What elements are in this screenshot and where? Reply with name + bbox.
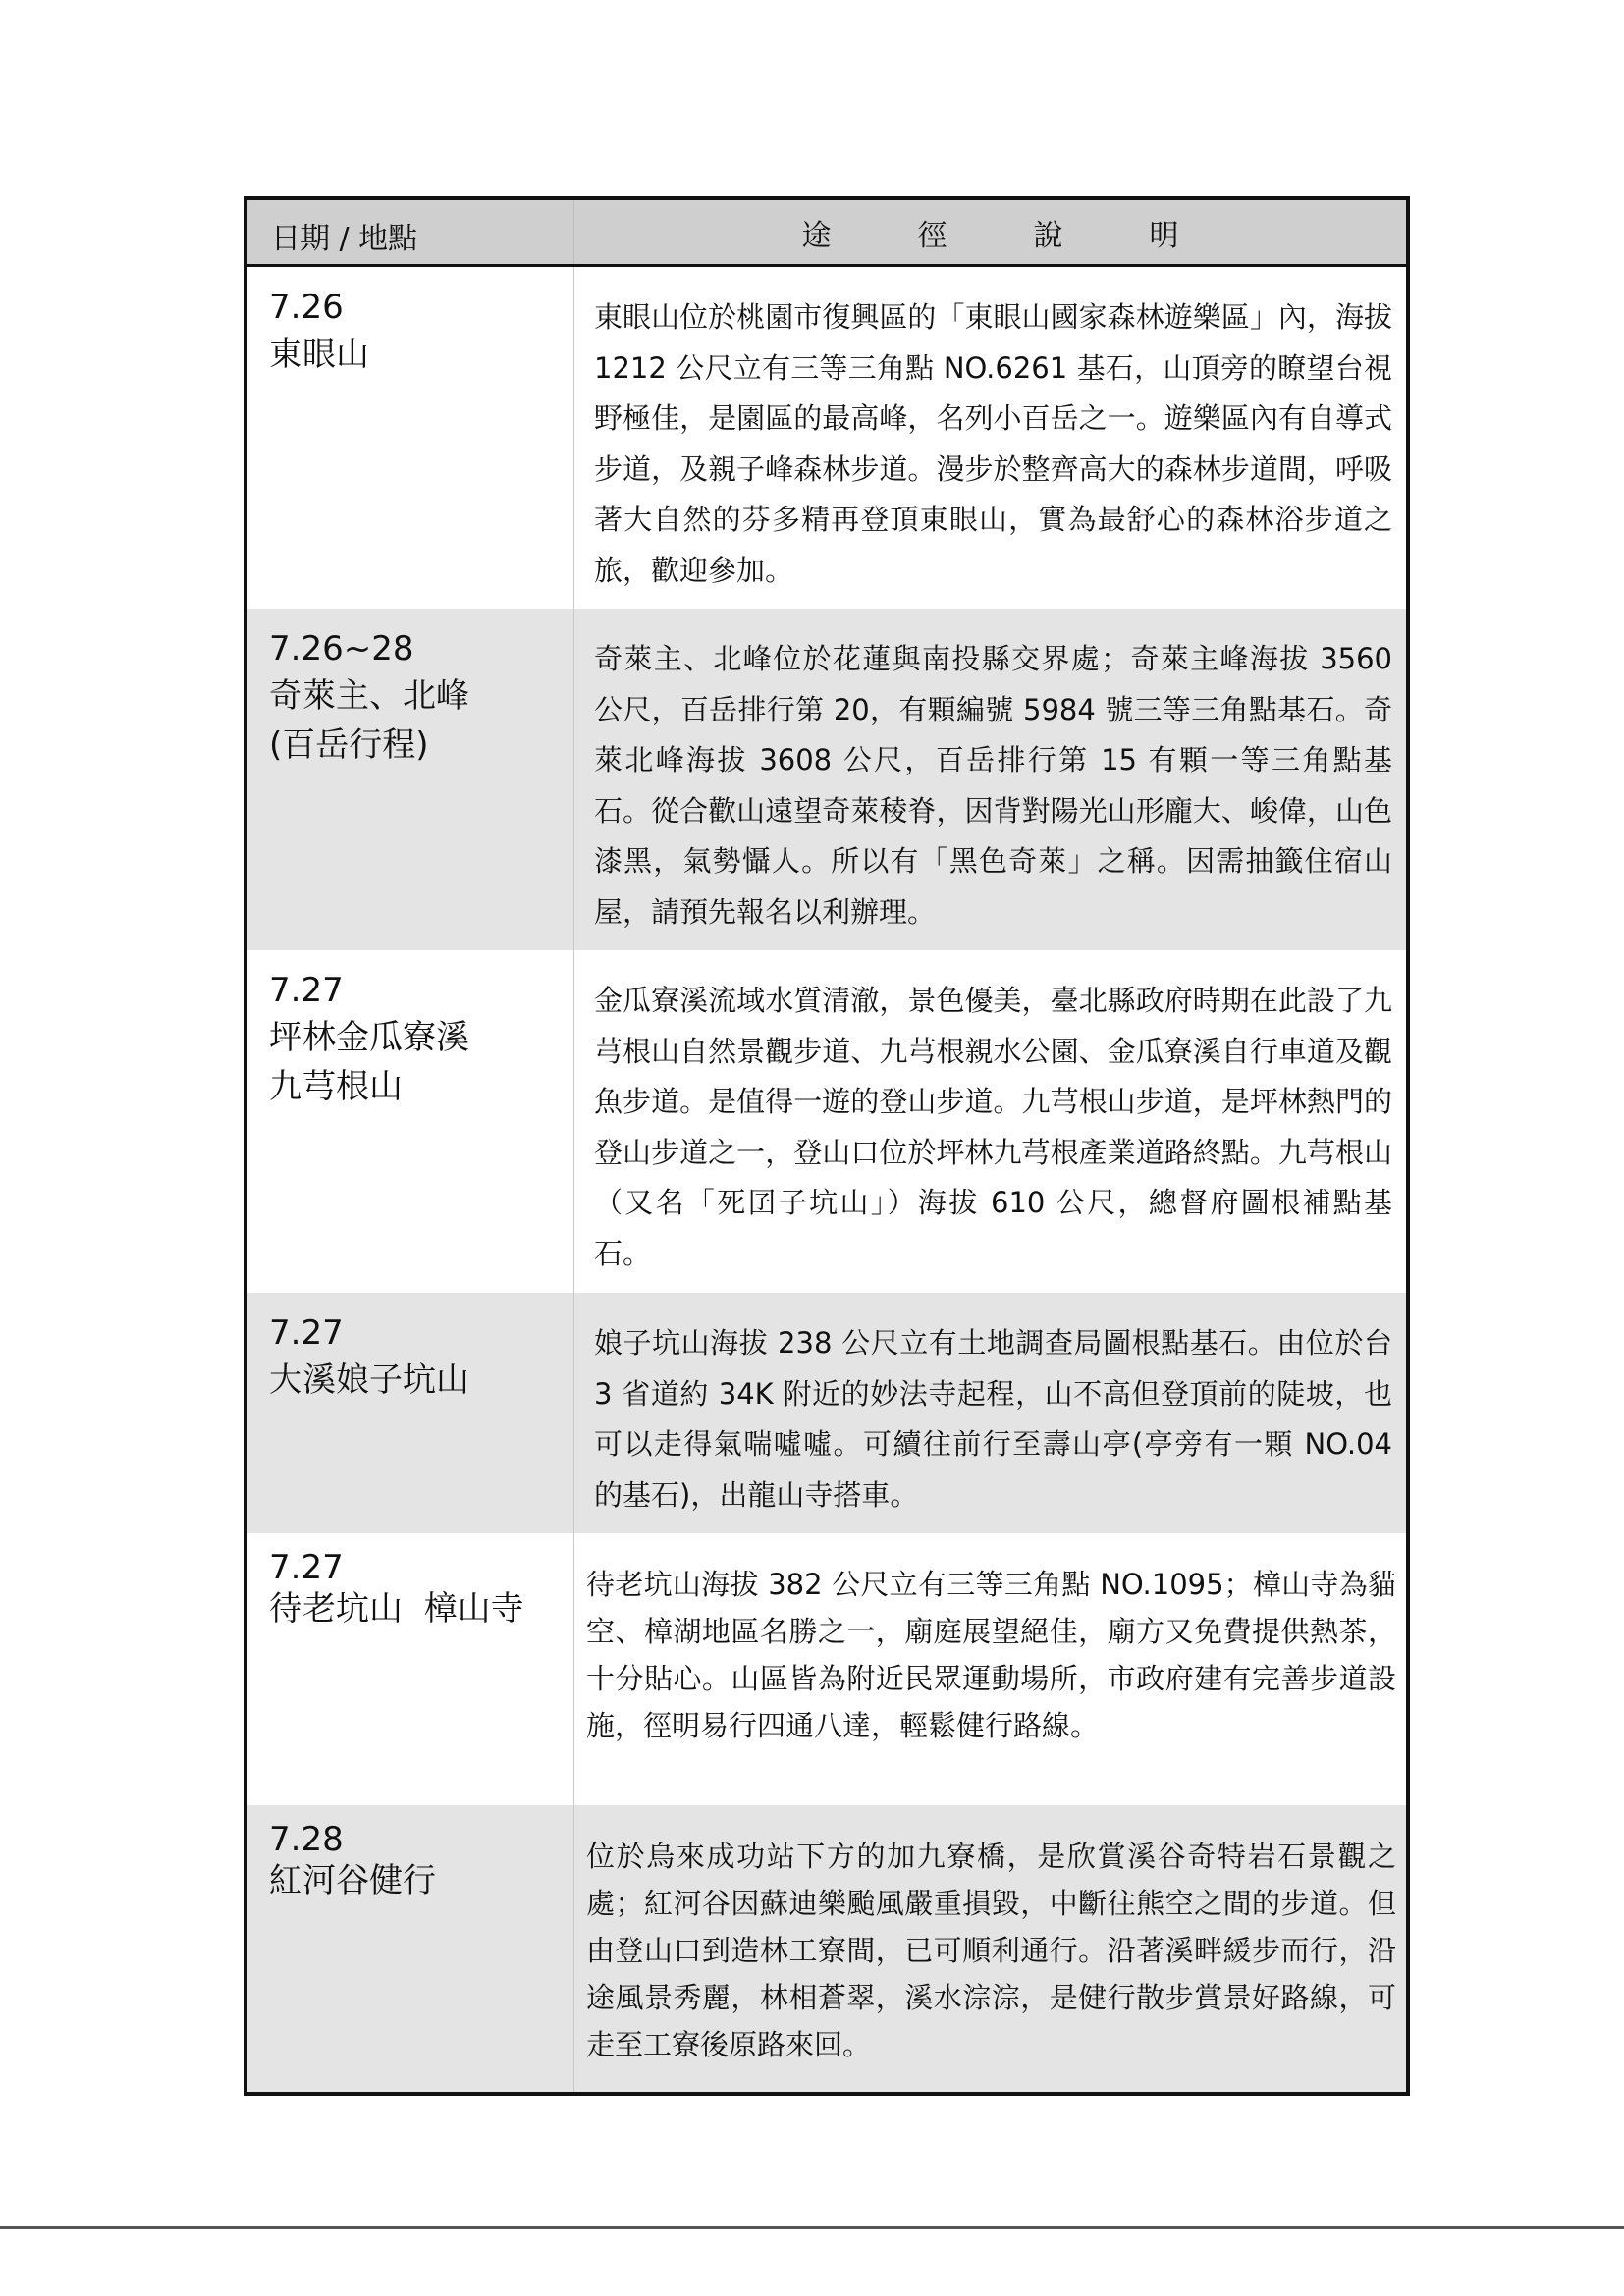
route-description: 位於烏來成功站下方的加九寮橋，是欣賞溪谷奇特岩石景觀之處；紅河谷因蘇迪樂颱風嚴重損毀，中斷往熊空之間的步道。但由登山口到造林工寮間，已可順利通行。沿著溪畔緩步而行，沿途風景秀麗，林相蒼翠，溪水淙淙，是健行散步賞景好路線，可走至工寮後原路來回。 (574, 1805, 1406, 2092)
row-place: 大溪娘子坑山 (269, 1361, 469, 1400)
header-char: 途 (801, 218, 832, 253)
row-place: 坪林金瓜寮溪 (269, 1018, 469, 1057)
route-description: 奇萊主、北峰位於花蓮與南投縣交界處；奇萊主峰海拔 3560 公尺，百岳排行第 20，有顆編號 5984 號三等三角點基石。奇萊北峰海拔 3608 公尺，百岳排行第 15 有顆一等三角點基石。從合歡山遠望奇萊稜脊，因背對陽光山形龐大、峻偉，山色漆黑，氣勢懾人。所以有「黑色奇萊」之稱。因需抽籤住宿山屋，請預先報名以利辦理。 (574, 609, 1406, 950)
header-char: 明 (1149, 218, 1179, 253)
table-header (247, 200, 1406, 267)
table-row (247, 950, 1406, 1293)
date-location-cell (247, 1293, 574, 1533)
row-place-note: (百岳行程) (269, 725, 429, 765)
footer-rule (0, 2226, 1624, 2229)
date-location-cell (247, 1533, 574, 1805)
header-date-location: 日期 / 地點 (247, 200, 574, 264)
route-description: 娘子坑山海拔 238 公尺立有土地調查局圖根點基石。由位於台 3 省道約 34K 附近的妙法寺起程，山不高但登頂前的陡坡，也可以走得氣喘噓噓。可續往前行至壽山亭(亭旁有一顆 NO.04 的基石)，出龍山寺搭車。 (574, 1293, 1406, 1533)
row-place: 東眼山 (269, 335, 369, 374)
row-place: 紅河谷健行 (269, 1861, 436, 1900)
header-char: 說 (1033, 218, 1063, 253)
date-location-cell (247, 1805, 574, 2092)
row-date: 7.27 (269, 971, 344, 1010)
date-location-cell (247, 950, 574, 1293)
header-char: 徑 (917, 218, 947, 253)
row-date: 7.27 (269, 1313, 344, 1353)
row-date: 7.26 (269, 288, 344, 327)
row-date: 7.28 (269, 1820, 344, 1859)
row-place: 待老坑山 樟山寺 (269, 1589, 524, 1629)
date-location-cell (247, 609, 574, 950)
route-description: 待老坑山海拔 382 公尺立有三等三角點 NO.1095；樟山寺為貓空、樟湖地區名勝之一，廟庭展望絕佳，廟方又免費提供熱茶，十分貼心。山區皆為附近民眾運動場所，市政府建有完善步道設施，徑明易行四通八達，輕鬆健行路線。 (574, 1533, 1406, 1805)
table-row (247, 609, 1406, 950)
table-row (247, 1805, 1406, 2092)
row-date: 7.26~28 (269, 629, 414, 668)
table-row (247, 1533, 1406, 1805)
date-location-cell (247, 267, 574, 609)
table-row (247, 267, 1406, 609)
row-date: 7.27 (269, 1548, 344, 1587)
route-description: 金瓜寮溪流域水質清澈，景色優美，臺北縣政府時期在此設了九芎根山自然景觀步道、九芎根親水公園、金瓜寮溪自行車道及觀魚步道。是值得一遊的登山步道。九芎根山步道，是坪林熱門的登山步道之一，登山口位於坪林九芎根產業道路終點。九芎根山（又名「死囝子坑山」）海拔 610 公尺，總督府圖根補點基石。 (574, 950, 1406, 1293)
row-place: 奇萊主、北峰 (269, 676, 469, 716)
table-row (247, 1293, 1406, 1533)
schedule-table (244, 196, 1410, 2096)
header-route-description (574, 200, 1406, 264)
row-place: 九芎根山 (269, 1067, 403, 1106)
route-description: 東眼山位於桃園市復興區的「東眼山國家森林遊樂區」內，海拔 1212 公尺立有三等三角點 NO.6261 基石，山頂旁的瞭望台視野極佳，是園區的最高峰，名列小百岳之一。遊樂區內有自導式步道，及親子峰森林步道。漫步於整齊高大的森林步道間，呼吸著大自然的芬多精再登頂東眼山，實為最舒心的森林浴步道之旅，歡迎參加。 (574, 267, 1406, 609)
